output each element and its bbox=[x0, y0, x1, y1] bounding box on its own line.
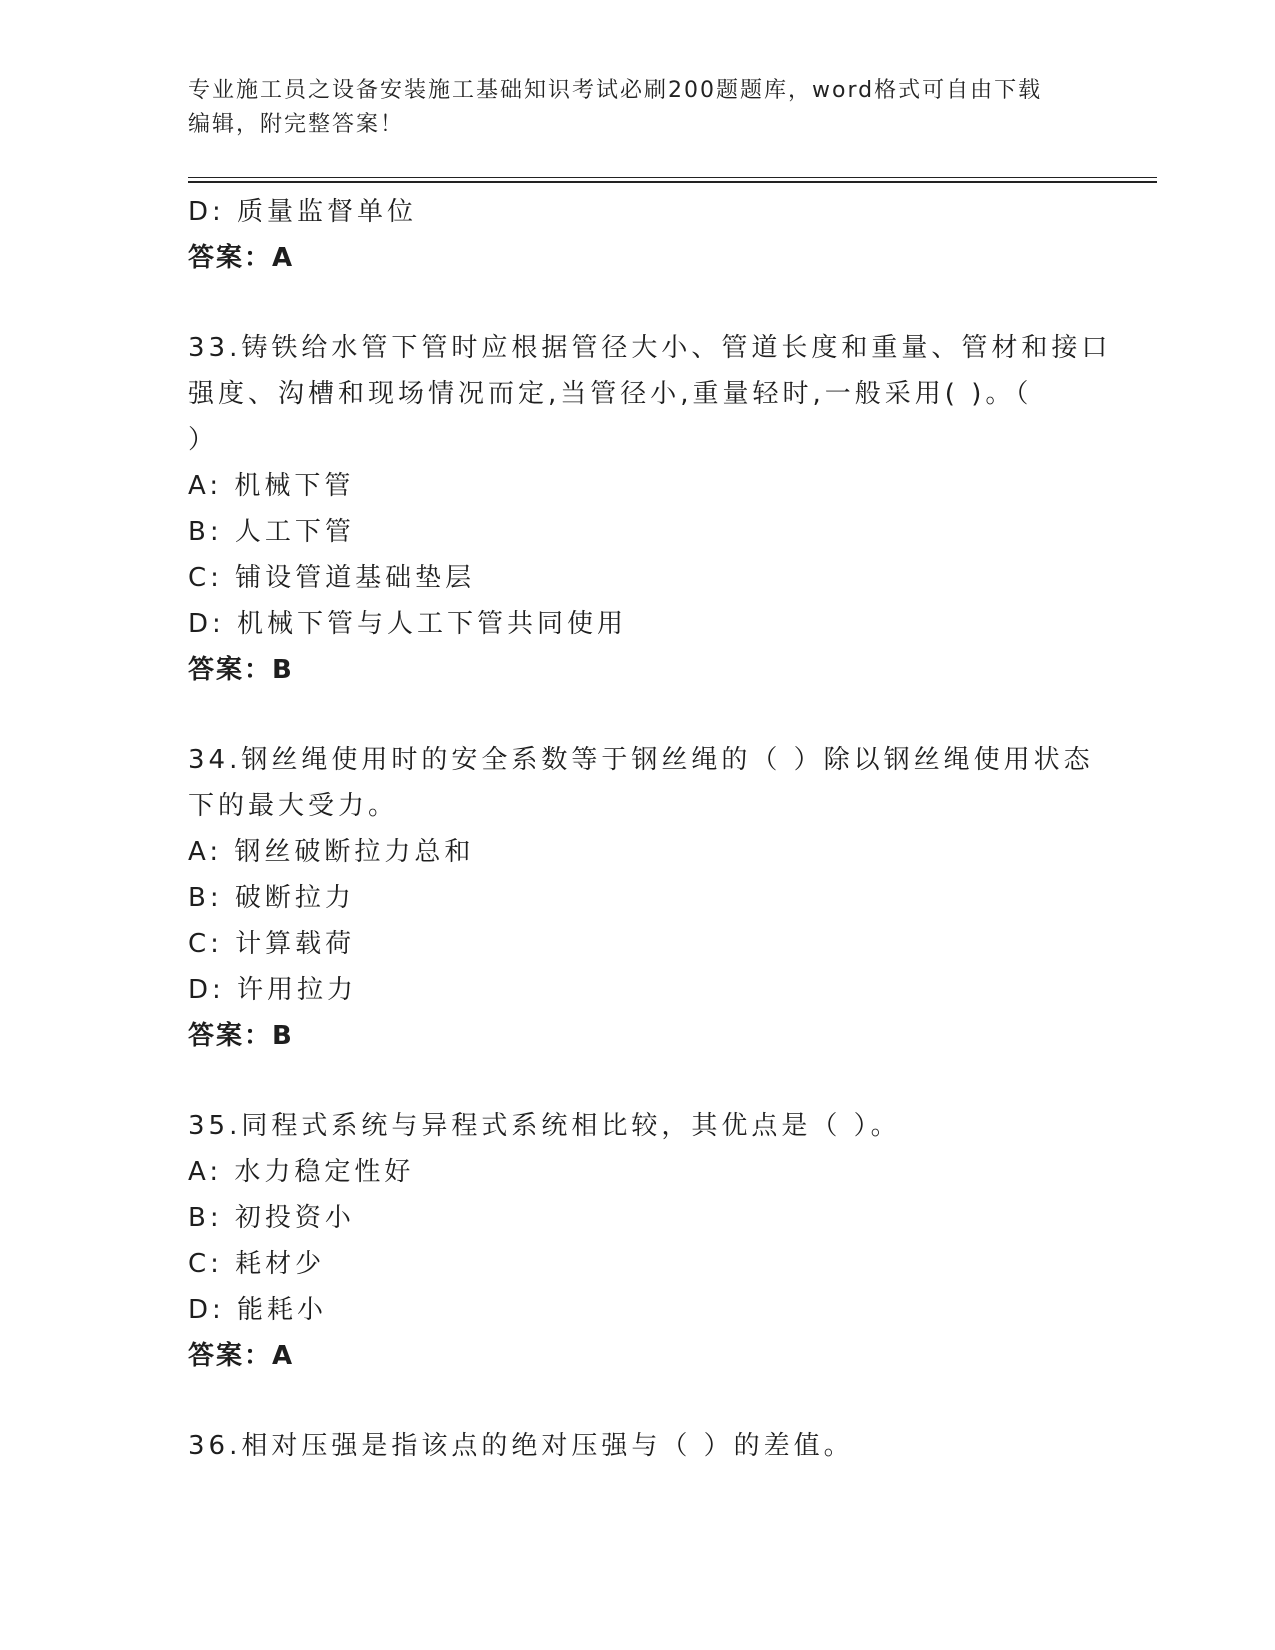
option-a: A: 机械下管 bbox=[188, 471, 355, 501]
option-b: B: 破断拉力 bbox=[188, 883, 355, 913]
option-b: B: 初投资小 bbox=[188, 1203, 355, 1233]
option-a: A: 钢丝破断拉力总和 bbox=[188, 837, 475, 867]
document-body bbox=[188, 189, 1112, 1469]
header-divider-thick bbox=[188, 181, 1157, 183]
option-d: D: 质量监督单位 bbox=[188, 197, 418, 227]
question-35 bbox=[188, 1103, 1088, 1379]
header-divider-thin bbox=[188, 177, 1157, 178]
question-34 bbox=[188, 737, 1094, 1059]
question-text-line: 33.铸铁给水管下管时应根据管径大小、管道长度和重量、管材和接口 bbox=[188, 333, 1112, 363]
page-header bbox=[188, 74, 1068, 142]
spacer bbox=[188, 1379, 1088, 1423]
question-text-line: 36.相对压强是指该点的绝对压强与（ ）的差值。 bbox=[188, 1431, 854, 1461]
option-c: C: 铺设管道基础垫层 bbox=[188, 563, 476, 593]
question-text-line: 35.同程式系统与异程式系统相比较，其优点是（ ）。 bbox=[188, 1111, 901, 1141]
spacer bbox=[188, 1059, 1088, 1103]
question-33 bbox=[188, 325, 1112, 693]
option-d: D: 能耗小 bbox=[188, 1295, 328, 1325]
question-text-line: ） bbox=[188, 425, 219, 455]
answer: 答案：B bbox=[188, 655, 294, 685]
header-line-2: 编辑，附完整答案！ bbox=[188, 112, 405, 137]
answer: 答案：B bbox=[188, 1021, 294, 1051]
option-d: D: 机械下管与人工下管共同使用 bbox=[188, 609, 628, 639]
option-c: C: 计算载荷 bbox=[188, 929, 356, 959]
option-c: C: 耗材少 bbox=[188, 1249, 326, 1279]
question-text-line: 下的最大受力。 bbox=[188, 791, 399, 821]
option-b: B: 人工下管 bbox=[188, 517, 355, 547]
answer: 答案：A bbox=[188, 243, 295, 273]
question-text-line: 强度、沟槽和现场情况而定,当管径小,重量轻时,一般采用( )。（ bbox=[188, 379, 1033, 409]
answer: 答案：A bbox=[188, 1341, 295, 1371]
spacer bbox=[188, 693, 1088, 737]
header-line-1: 专业施工员之设备安装施工基础知识考试必刷200题题库，word格式可自由下载 bbox=[188, 78, 1043, 103]
option-d: D: 许用拉力 bbox=[188, 975, 358, 1005]
spacer bbox=[188, 281, 1088, 325]
question-36 bbox=[188, 1423, 1088, 1469]
question-text-line: 34.钢丝绳使用时的安全系数等于钢丝绳的（ ）除以钢丝绳使用状态 bbox=[188, 745, 1094, 775]
option-a: A: 水力稳定性好 bbox=[188, 1157, 415, 1187]
question-32-tail bbox=[188, 189, 1088, 281]
